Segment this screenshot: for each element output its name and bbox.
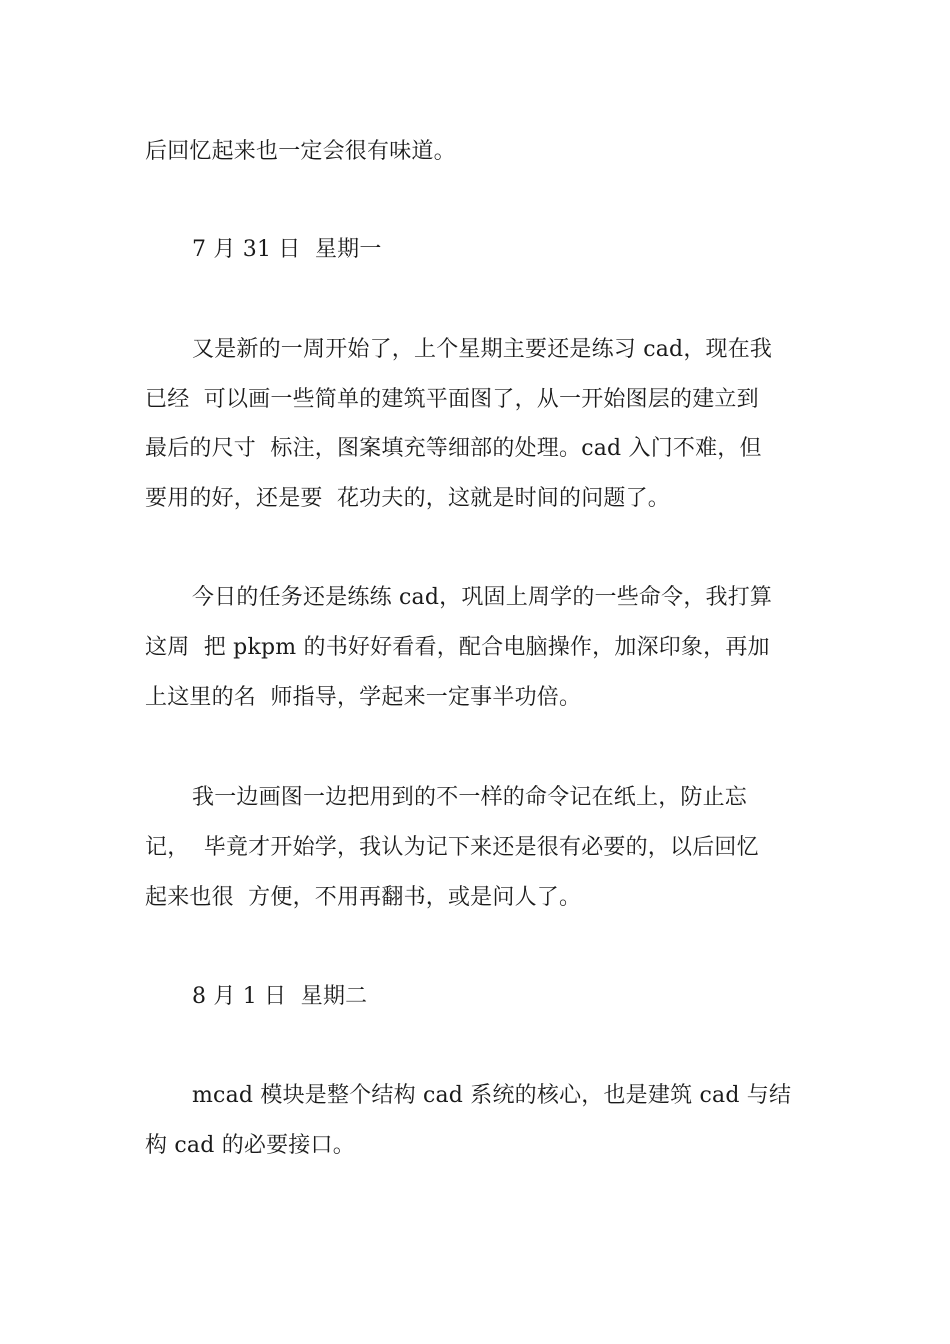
paragraph-line: 又是新的一周开始了，上个星期主要还是练习 cad，现在我 xyxy=(192,337,773,362)
date-heading: 8 月 1 日 星期二 xyxy=(192,984,368,1009)
paragraph-line: 这周 把 pkpm 的书好好看看，配合电脑操作，加深印象，再加 xyxy=(145,635,770,660)
paragraph-line: 构 cad 的必要接口。 xyxy=(145,1133,355,1158)
paragraph-line: 后回忆起来也一定会很有味道。 xyxy=(145,139,456,164)
paragraph-line: 要用的好，还是要 花功夫的，这就是时间的问题了。 xyxy=(145,486,670,511)
paragraph-line: 已经 可以画一些简单的建筑平面图了，从一开始图层的建立到 xyxy=(145,387,759,412)
paragraph-line: 起来也很 方便，不用再翻书，或是问人了。 xyxy=(145,885,582,910)
paragraph-line: mcad 模块是整个结构 cad 系统的核心，也是建筑 cad 与结 xyxy=(192,1083,792,1108)
paragraph-line: 记， 毕竟才开始学，我认为记下来还是很有必要的，以后回忆 xyxy=(145,835,759,860)
date-heading: 7 月 31 日 星期一 xyxy=(192,237,382,262)
paragraph-line: 我一边画图一边把用到的不一样的命令记在纸上，防止忘 xyxy=(192,785,748,810)
paragraph-line: 最后的尺寸 标注，图案填充等细部的处理。cad 入门不难，但 xyxy=(145,436,762,461)
paragraph-line: 今日的任务还是练练 cad，巩固上周学的一些命令，我打算 xyxy=(192,585,773,610)
paragraph-line: 上这里的名 师指导，学起来一定事半功倍。 xyxy=(145,685,582,710)
